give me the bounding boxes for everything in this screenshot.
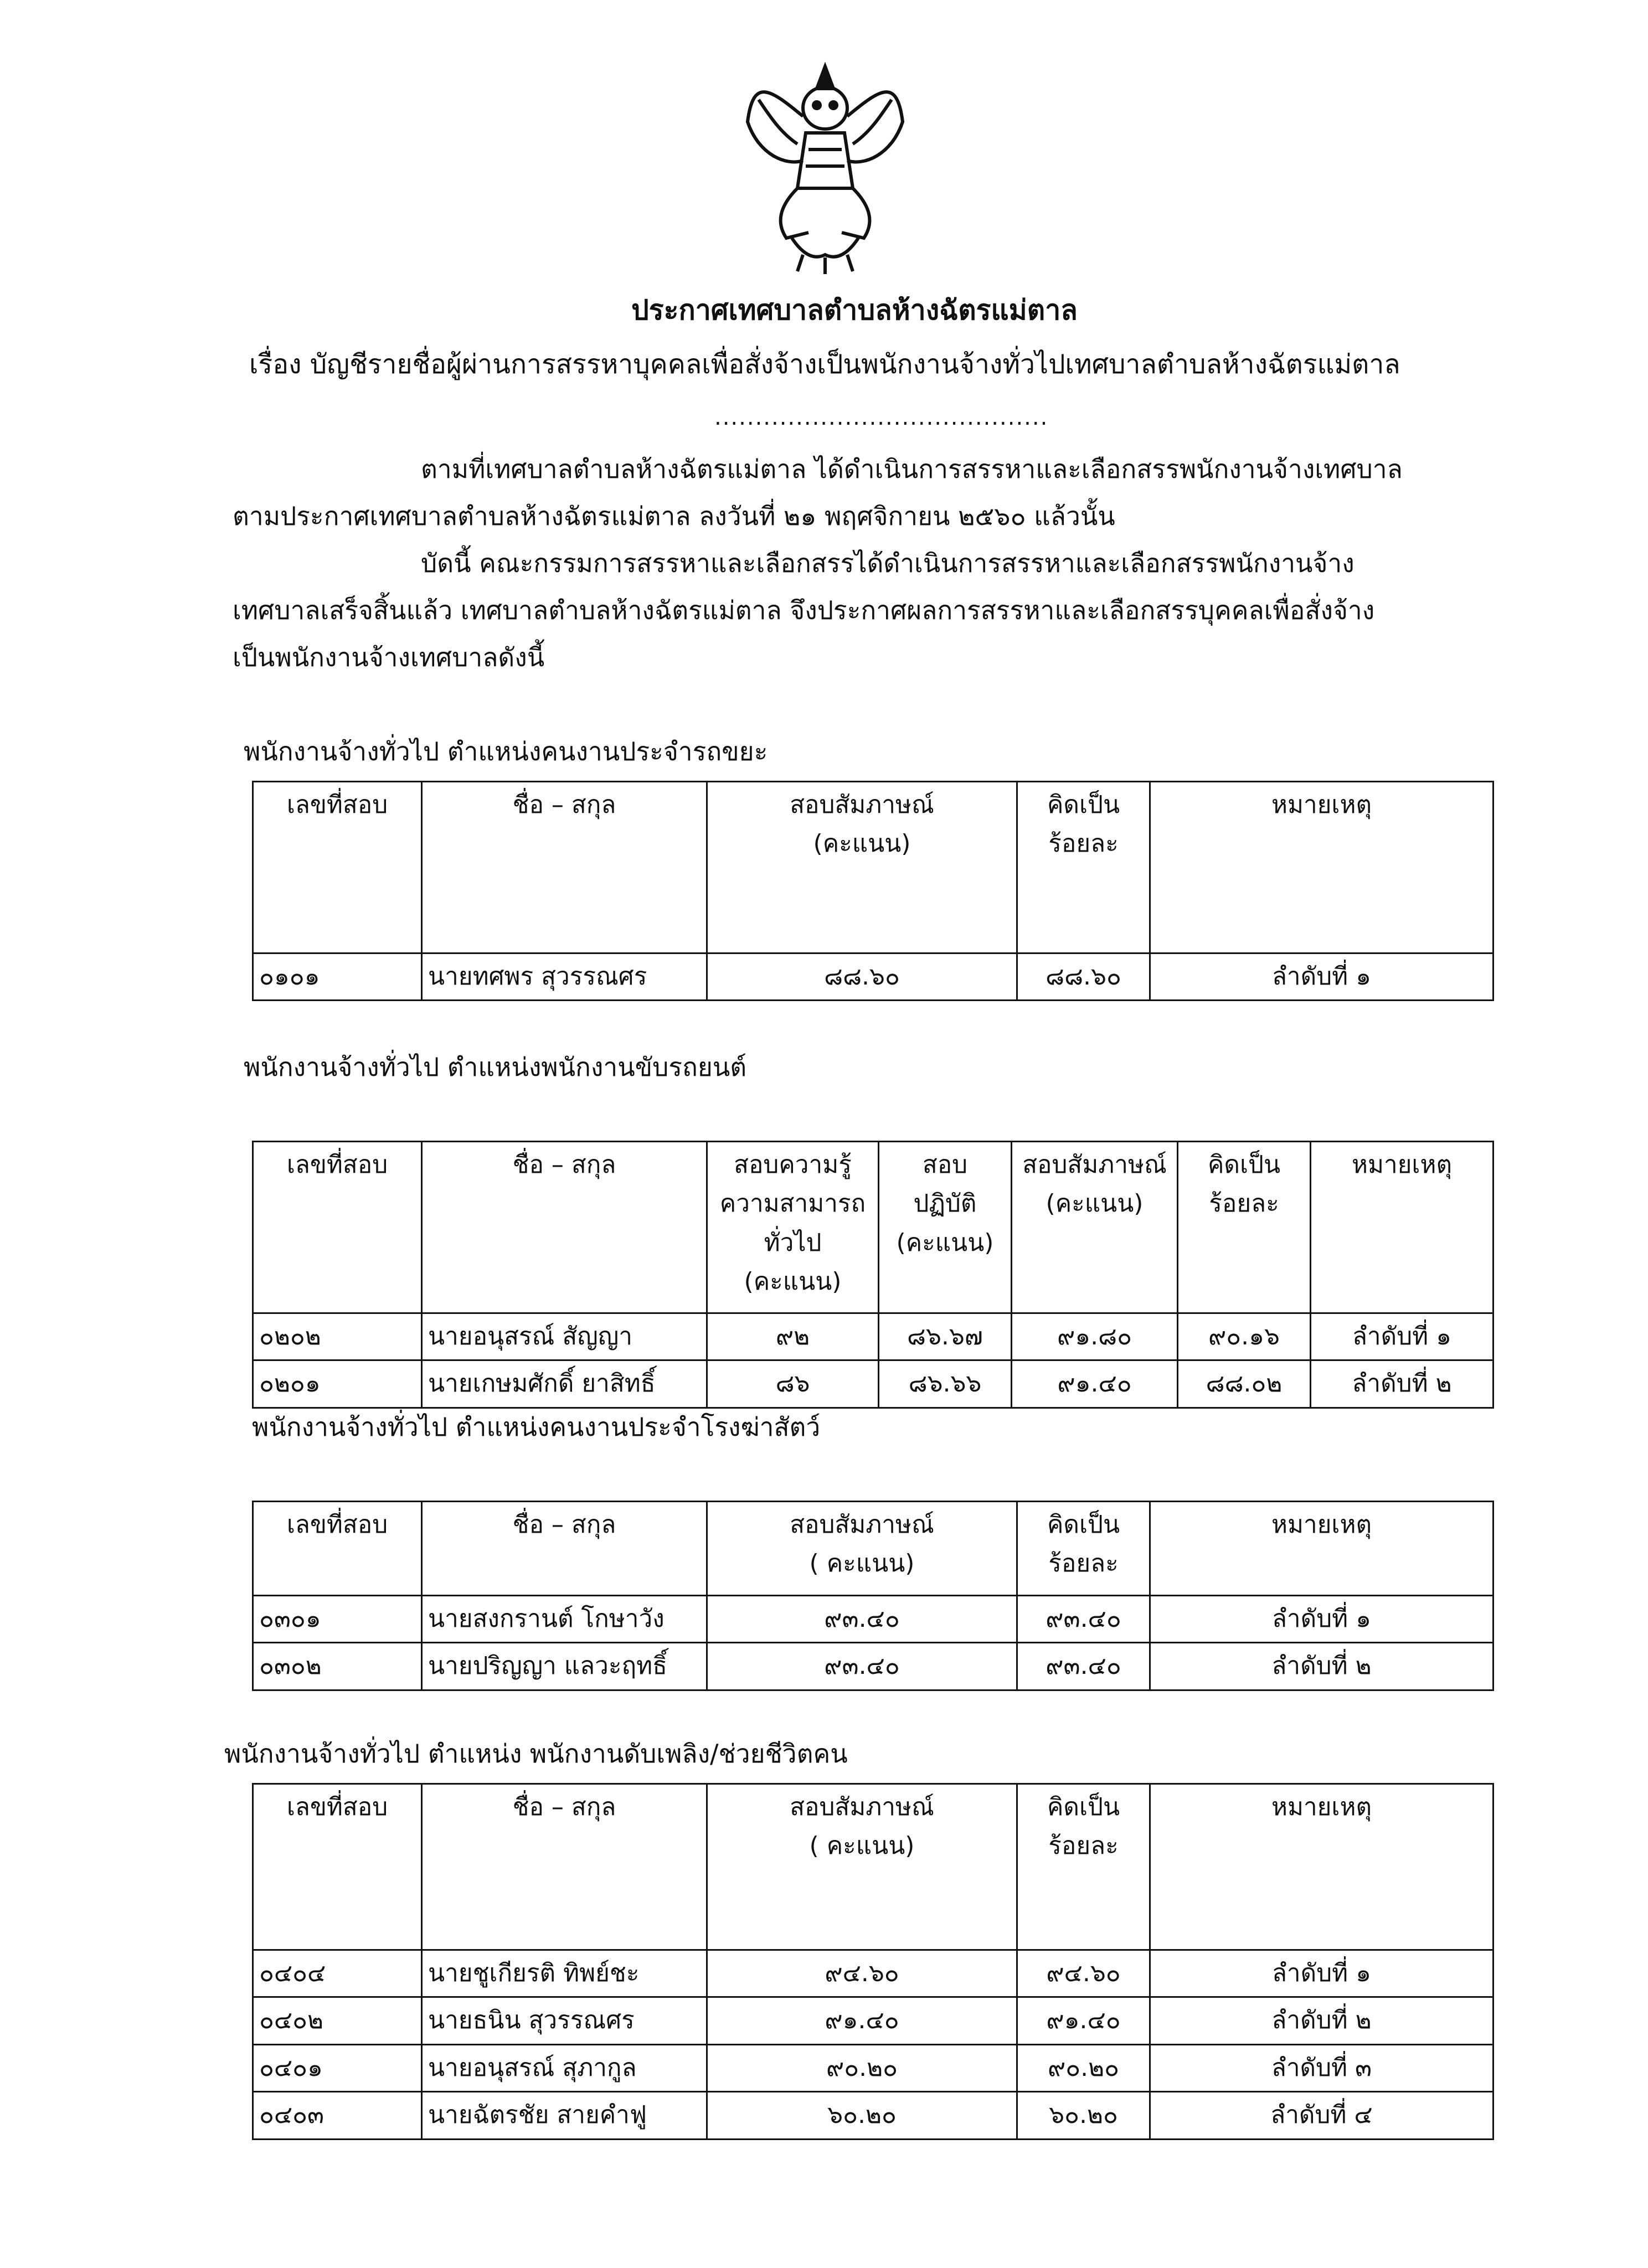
cell-note: ลำดับที่ ๑ bbox=[1150, 1596, 1493, 1643]
section-4-table bbox=[252, 1783, 1494, 2140]
cell-exam-no: ๐๔๐๒ bbox=[253, 1997, 422, 2044]
cell-percent: ๙๐.๑๖ bbox=[1178, 1313, 1311, 1360]
col-interview: สอบสัมภาษณ์ (คะแนน) bbox=[1012, 1142, 1178, 1313]
cell-exam-no: ๐๔๐๓ bbox=[253, 2092, 422, 2139]
cell-interview: ๙๑.๘๐ bbox=[1012, 1313, 1178, 1360]
cell-percent: ๙๑.๔๐ bbox=[1017, 1997, 1150, 2044]
cell-practical: ๘๖.๖๖ bbox=[879, 1360, 1012, 1408]
divider-dots: ......................................... bbox=[714, 405, 1049, 430]
col-interview: สอบสัมภาษณ์ (คะแนน) bbox=[707, 782, 1017, 953]
cell-percent: ๖๐.๒๐ bbox=[1017, 2092, 1150, 2139]
cell-name: นายสงกรานต์ โกษาวัง bbox=[422, 1596, 707, 1643]
cell-practical: ๘๖.๖๗ bbox=[879, 1313, 1012, 1360]
cell-note: ลำดับที่ ๒ bbox=[1311, 1360, 1493, 1408]
col-percent: คิดเป็น ร้อยละ bbox=[1017, 1502, 1150, 1596]
table-row bbox=[253, 1997, 1493, 2044]
table-row bbox=[253, 1313, 1493, 1360]
col-name: ชื่อ – สกุล bbox=[422, 1502, 707, 1596]
cell-percent: ๘๘.๐๒ bbox=[1178, 1360, 1311, 1408]
table-row bbox=[253, 1950, 1493, 1997]
cell-interview: ๙๐.๒๐ bbox=[707, 2044, 1017, 2091]
table-row bbox=[253, 2092, 1493, 2139]
cell-note: ลำดับที่ ๒ bbox=[1150, 1643, 1493, 1690]
cell-percent: ๘๘.๖๐ bbox=[1017, 953, 1150, 1001]
paragraph-1-line-1: ตามที่เทศบาลตำบลห้างฉัตรแม่ตาล ได้ดำเนินการสรรหาและเลือกสรรพนักงานจ้างเทศบาล bbox=[421, 454, 1403, 484]
cell-exam-no: ๐๔๐๔ bbox=[253, 1950, 422, 1997]
col-exam-no: เลขที่สอบ bbox=[253, 782, 422, 953]
cell-name: นายอนุสรณ์ สัญญา bbox=[422, 1313, 707, 1360]
cell-name: นายชูเกียรติ ทิพย์ชะ bbox=[422, 1950, 707, 1997]
announcement-subject: เรื่อง บัญชีรายชื่อผู้ผ่านการสรรหาบุคคลเพื่อสั่งจ้างเป็นพนักงานจ้างทั่วไปเทศบาลตำบลห้างฉัตรแม่ตาล bbox=[249, 349, 1400, 380]
cell-name: นายเกษมศักดิ์ ยาสิทธิ์ bbox=[422, 1360, 707, 1408]
col-percent: คิดเป็น ร้อยละ bbox=[1017, 782, 1150, 953]
cell-percent: ๙๔.๖๐ bbox=[1017, 1950, 1150, 1997]
cell-percent: ๙๓.๔๐ bbox=[1017, 1596, 1150, 1643]
cell-interview: ๖๐.๒๐ bbox=[707, 2092, 1017, 2139]
cell-interview: ๙๓.๔๐ bbox=[707, 1643, 1017, 1690]
paragraph-2-line-2: เทศบาลเสร็จสิ้นแล้ว เทศบาลตำบลห้างฉัตรแม่ตาล จึงประกาศผลการสรรหาและเลือกสรรบุคคลเพื่อสั่งจ้าง bbox=[233, 595, 1375, 625]
table-row bbox=[253, 1596, 1493, 1643]
cell-note: ลำดับที่ ๑ bbox=[1150, 953, 1493, 1001]
cell-interview: ๙๔.๖๐ bbox=[707, 1950, 1017, 1997]
col-name: ชื่อ – สกุล bbox=[422, 782, 707, 953]
col-note: หมายเหตุ bbox=[1311, 1142, 1493, 1313]
paragraph-1-line-2: ตามประกาศเทศบาลตำบลห้างฉัตรแม่ตาล ลงวันที่ ๒๑ พฤศจิกายน ๒๕๖๐ แล้วนั้น bbox=[233, 501, 1115, 531]
section-1-heading: พนักงานจ้างทั่วไป ตำแหน่งคนงานประจำรถขยะ bbox=[244, 736, 768, 766]
cell-name: นายทศพร สุวรรณศร bbox=[422, 953, 707, 1001]
table-row bbox=[253, 2044, 1493, 2091]
col-interview: สอบสัมภาษณ์ ( คะแนน) bbox=[707, 1502, 1017, 1596]
cell-interview: ๙๑.๔๐ bbox=[707, 1997, 1017, 2044]
paragraph-2-line-3: เป็นพนักงานจ้างเทศบาลดังนี้ bbox=[233, 642, 545, 672]
section-3-heading: พนักงานจ้างทั่วไป ตำแหน่งคนงานประจำโรงฆ่าสัตว์ bbox=[252, 1412, 821, 1442]
cell-knowledge: ๘๖ bbox=[707, 1360, 879, 1408]
cell-interview: ๙๓.๔๐ bbox=[707, 1596, 1017, 1643]
paragraph-2-line-1: บัดนี้ คณะกรรมการสรรหาและเลือกสรรได้ดำเนินการสรรหาและเลือกสรรพนักงานจ้าง bbox=[421, 548, 1355, 578]
cell-note: ลำดับที่ ๔ bbox=[1150, 2092, 1493, 2139]
section-2-heading: พนักงานจ้างทั่วไป ตำแหน่งพนักงานขับรถยนต์ bbox=[244, 1052, 747, 1082]
cell-name: นายปริญญา แลวะฤทธิ์ bbox=[422, 1643, 707, 1690]
cell-percent: ๙๓.๔๐ bbox=[1017, 1643, 1150, 1690]
col-percent: คิดเป็น ร้อยละ bbox=[1178, 1142, 1311, 1313]
col-percent: คิดเป็น ร้อยละ bbox=[1017, 1784, 1150, 1950]
col-interview: สอบสัมภาษณ์ ( คะแนน) bbox=[707, 1784, 1017, 1950]
col-exam-no: เลขที่สอบ bbox=[253, 1502, 422, 1596]
col-note: หมายเหตุ bbox=[1150, 782, 1493, 953]
cell-exam-no: ๐๒๐๒ bbox=[253, 1313, 422, 1360]
col-exam-no: เลขที่สอบ bbox=[253, 1142, 422, 1313]
table-row bbox=[253, 953, 1493, 1001]
cell-note: ลำดับที่ ๑ bbox=[1311, 1313, 1493, 1360]
cell-note: ลำดับที่ ๓ bbox=[1150, 2044, 1493, 2091]
table-row bbox=[253, 1360, 1493, 1408]
cell-exam-no: ๐๒๐๑ bbox=[253, 1360, 422, 1408]
col-practical: สอบ ปฏิบัติ (คะแนน) bbox=[879, 1142, 1012, 1313]
table-row bbox=[253, 1643, 1493, 1690]
col-name: ชื่อ – สกุล bbox=[422, 1142, 707, 1313]
col-note: หมายเหตุ bbox=[1150, 1784, 1493, 1950]
cell-note: ลำดับที่ ๑ bbox=[1150, 1950, 1493, 1997]
announcement-title: ประกาศเทศบาลตำบลห้างฉัตรแม่ตาล bbox=[631, 294, 1078, 326]
cell-name: นายธนิน สุวรรณศร bbox=[422, 1997, 707, 2044]
section-4-heading: พนักงานจ้างทั่วไป ตำแหน่ง พนักงานดับเพลิง/ช่วยชีวิตคน bbox=[224, 1739, 848, 1769]
cell-exam-no: ๐๓๐๒ bbox=[253, 1643, 422, 1690]
col-exam-no: เลขที่สอบ bbox=[253, 1784, 422, 1950]
col-name: ชื่อ – สกุล bbox=[422, 1784, 707, 1950]
cell-interview: ๘๘.๖๐ bbox=[707, 953, 1017, 1001]
cell-exam-no: ๐๑๐๑ bbox=[253, 953, 422, 1001]
section-1-table bbox=[252, 781, 1494, 1001]
col-knowledge: สอบความรู้ ความสามารถ ทั่วไป (คะแนน) bbox=[707, 1142, 879, 1313]
cell-knowledge: ๙๒ bbox=[707, 1313, 879, 1360]
garuda-emblem-icon bbox=[737, 55, 914, 277]
cell-name: นายอนุสรณ์ สุภากูล bbox=[422, 2044, 707, 2091]
cell-exam-no: ๐๓๐๑ bbox=[253, 1596, 422, 1643]
section-3-table bbox=[252, 1501, 1494, 1691]
section-2-table bbox=[252, 1141, 1494, 1409]
cell-percent: ๙๐.๒๐ bbox=[1017, 2044, 1150, 2091]
col-note: หมายเหตุ bbox=[1150, 1502, 1493, 1596]
cell-interview: ๙๑.๔๐ bbox=[1012, 1360, 1178, 1408]
cell-exam-no: ๐๔๐๑ bbox=[253, 2044, 422, 2091]
cell-name: นายฉัตรชัย สายคำฟู bbox=[422, 2092, 707, 2139]
cell-note: ลำดับที่ ๒ bbox=[1150, 1997, 1493, 2044]
